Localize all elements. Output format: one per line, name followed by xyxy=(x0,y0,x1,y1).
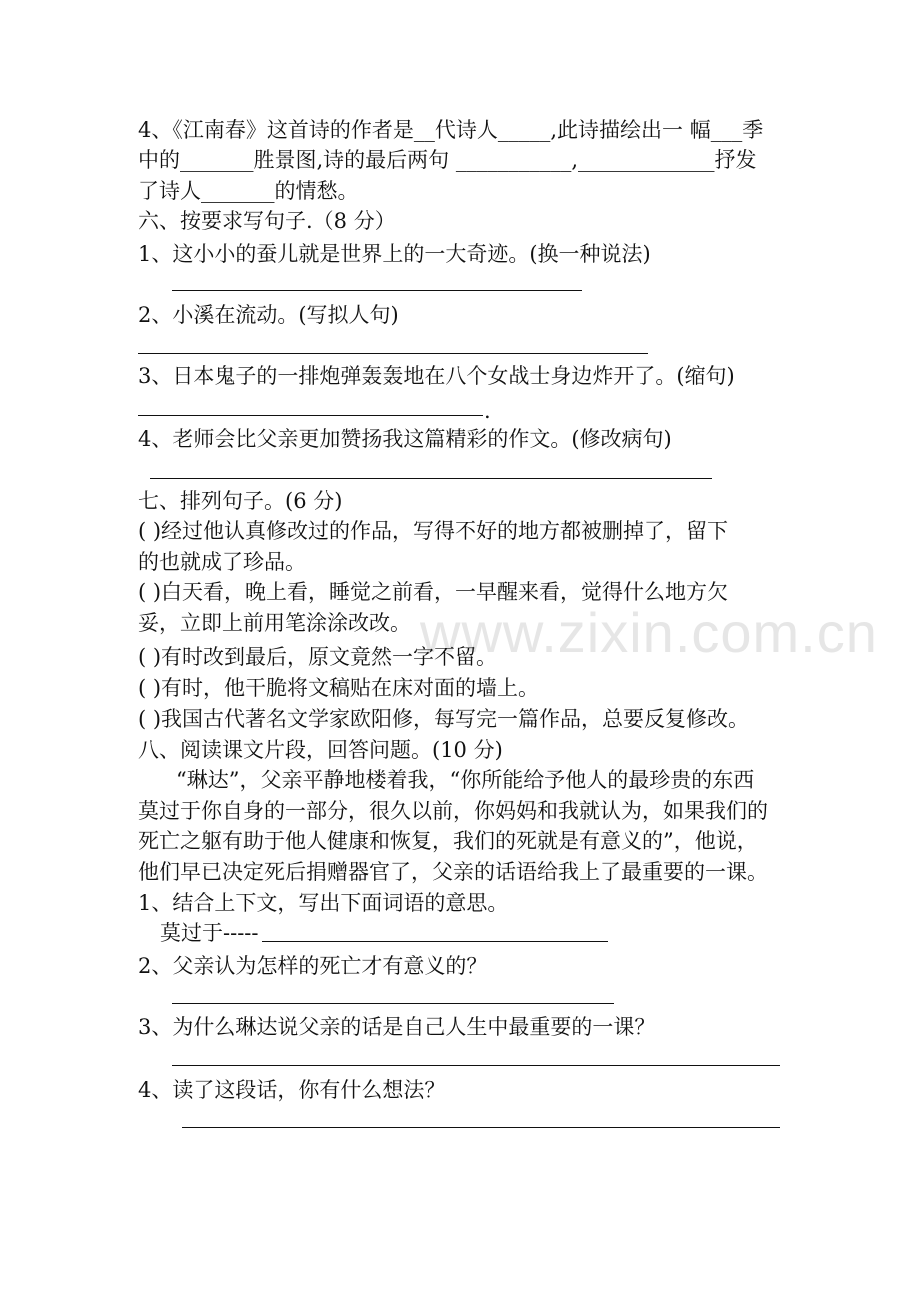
sentence-item: ( )白天看，晚上看，睡觉之前看，一早醒来看，觉得什么地方欠 xyxy=(138,580,729,604)
answer-line xyxy=(262,941,608,942)
sentence-item: ( )有时改到最后，原文竟然一字不留。 xyxy=(138,645,498,669)
watermark: www.zixin.com.cn xyxy=(420,601,878,664)
answer-line xyxy=(150,478,712,479)
question: 3、日本鬼子的一排炮弹轰轰地在八个女战士身边炸开了。(缩句) xyxy=(138,364,735,388)
passage-line: 莫过于你自身的一部分，很久以前，你妈妈和我就认为，如果我们的 xyxy=(138,799,768,823)
question: 1、结合上下文，写出下面词语的意思。 xyxy=(138,891,509,915)
answer-line xyxy=(182,1127,780,1128)
passage-line: “琳达”，父亲平静地楼着我，“你所能给予他人的最珍贵的东西 xyxy=(176,768,755,792)
answer-line xyxy=(172,1065,780,1066)
question: 4、老师会比父亲更加赞扬我这篇精彩的作文。(修改病句) xyxy=(138,427,672,451)
text-line: 中的_______胜景图,诗的最后两句 ___________,_____________抒发 xyxy=(138,148,757,172)
question: 2、父亲认为怎样的死亡才有意义的？ xyxy=(138,954,488,978)
passage-line: 他们早已决定死后捐赠器官了，父亲的话语给我上了最重要的一课。 xyxy=(138,860,768,884)
section-heading: 七、排列句子。(6 分) xyxy=(138,489,343,513)
sentence-item: 妥，立即上前用笔涂涂改改。 xyxy=(138,611,411,635)
question: 2、小溪在流动。(写拟人句) xyxy=(138,303,399,327)
answer-period: . xyxy=(484,399,491,423)
question: 1、这小小的蚕儿就是世界上的一大奇迹。(换一种说法) xyxy=(138,242,651,266)
section-heading: 六、按要求写句子.（8 分） xyxy=(138,209,396,233)
answer-line xyxy=(172,1003,614,1004)
answer-line xyxy=(138,353,648,354)
question-term: 莫过于----- xyxy=(160,921,259,945)
text-line: 了诗人_______的情愁。 xyxy=(138,179,359,203)
sentence-item: ( )我国古代著名文学家欧阳修，每写完一篇作品，总要反复修改。 xyxy=(138,707,750,731)
sentence-item: ( )有时，他干脆将文稿贴在床对面的墙上。 xyxy=(138,676,540,700)
section-heading: 八、阅读课文片段，回答问题。(10 分) xyxy=(138,738,503,762)
passage-line: 死亡之躯有助于他人健康和恢复，我们的死就是有意义的”，他说， xyxy=(138,829,758,853)
text-line: 4、《江南春》这首诗的作者是__代诗人_____,此诗描绘出一 幅___季 xyxy=(138,118,764,142)
answer-line xyxy=(138,415,483,416)
question: 4、读了这段话，你有什么想法？ xyxy=(138,1078,446,1102)
sentence-item: ( )经过他认真修改过的作品，写得不好的地方都被删掉了，留下 xyxy=(138,519,729,543)
sentence-item: 的也就成了珍品。 xyxy=(138,550,306,574)
question: 3、为什么琳达说父亲的话是自己人生中最重要的一课？ xyxy=(138,1015,656,1039)
answer-line xyxy=(172,290,582,291)
